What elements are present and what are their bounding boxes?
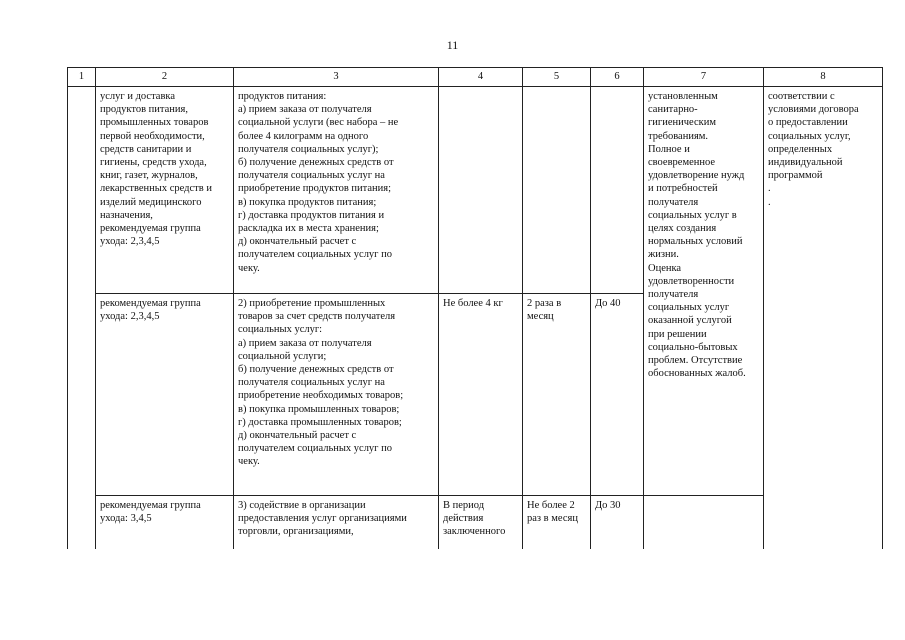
service-description-cell: 3) содействие в организации предоставления услуг организациями торговли, организациями,	[234, 496, 439, 550]
duration-cell: До 40	[591, 294, 644, 496]
quality-indicators-empty-cell	[644, 496, 764, 550]
row-number-cell	[68, 87, 96, 550]
header-col-8: 8	[764, 68, 883, 87]
header-col-5: 5	[523, 68, 591, 87]
service-description-cell: продуктов питания: а) прием заказа от получателя социальной услуги (вес набора – не более 4 килограмм на одного получателя социальных услуг); б) получение денежных средств от получателя социальных услуг на приобретение продуктов питания; в) покупка продуктов питания; г) доставка продуктов питания и раскладка их в места хранения; д) окончательный расчет с получателем социальных услуг по чеку.	[234, 87, 439, 294]
quality-indicators-cell: установленным санитарно- гигиеническим требованиям. Полное и своевременное удовлетворение нужд и потребностей получателя социальных услуг в целях создания нормальных условий жизни. Оценка удовлетворенности получателя социальных услуг оказанной услугой при решении социально-бытовых проблем. Отсутствие обоснованных жалоб.	[644, 87, 764, 496]
conditions-cell: соответствии с условиями договора о предоставлении социальных услуг, определенных индивидуальной программой . .	[764, 87, 883, 550]
service-name-cell: рекомендуемая группа ухода: 2,3,4,5	[96, 294, 234, 496]
duration-cell	[591, 87, 644, 294]
service-name-cell: услуг и доставка продуктов питания, промышленных товаров первой необходимости, средств санитарии и гигиены, средств ухода, книг, газет, журналов, лекарственных средств и изделий медицинского назначения, рекомендуемая группа ухода: 2,3,4,5	[96, 87, 234, 294]
header-row	[68, 68, 883, 87]
frequency-cell: 2 раза в месяц	[523, 294, 591, 496]
service-name-cell: рекомендуемая группа ухода: 3,4,5	[96, 496, 234, 550]
table-row	[68, 87, 883, 294]
volume-cell	[439, 87, 523, 294]
header-col-1: 1	[68, 68, 96, 87]
header-col-2: 2	[96, 68, 234, 87]
frequency-cell	[523, 87, 591, 294]
volume-cell: Не более 4 кг	[439, 294, 523, 496]
volume-cell: В период действия заключенного	[439, 496, 523, 550]
header-col-3: 3	[234, 68, 439, 87]
header-col-4: 4	[439, 68, 523, 87]
header-col-6: 6	[591, 68, 644, 87]
duration-cell: До 30	[591, 496, 644, 550]
frequency-cell: Не более 2 раз в месяц	[523, 496, 591, 550]
table-row	[68, 496, 883, 550]
service-description-cell: 2) приобретение промышленных товаров за счет средств получателя социальных услуг: а) прием заказа от получателя социальной услуги; б) получение денежных средств от получателя социальных услуг на приобретение необходимых товаров; в) покупка промышленных товаров; г) доставка промышленных товаров; д) окончательный расчет с получателем социальных услуг по чеку.	[234, 294, 439, 496]
header-col-7: 7	[644, 68, 764, 87]
page-number: 11	[446, 38, 459, 52]
services-table	[67, 67, 883, 549]
